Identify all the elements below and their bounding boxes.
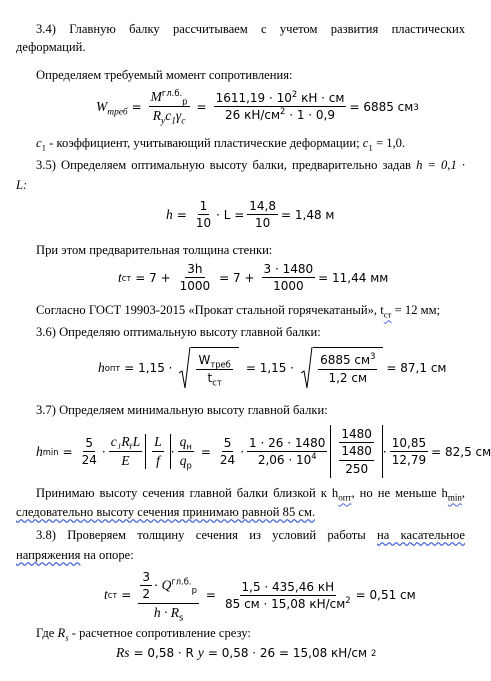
- p34-required-text: Определяем требуемый момент сопротивления:: [36, 68, 293, 82]
- p34-intro-line-2: деформаций.: [16, 40, 86, 54]
- p35-tw-equation: t ст = 7 + $\frac{3h}{1000}$ = 7 + $\frac{3 \cdot 1480}{1000}$ = 11,44 мм: [118, 262, 389, 294]
- p36-equation: h опт = 1,15 · $\frac{W_{треб}}{t_{ст}}$ = 1,15 · $\frac{6885 см^3}{1,2 см}$ = 87,1 см: [98, 347, 446, 389]
- sqrt-symbol: $\frac{W_{треб}}{t_{ст}}$: [179, 347, 238, 389]
- p38-equation: t ст = $\frac{3}{2}$ · $Q^{гл.б.}_р$ $h \cdot R_s$ = $\frac{1,5 \cdot 435,46 кН}{85 см \cdot 15,08 кН/см^2}$ = 0,51 см: [104, 570, 416, 623]
- p37-accept-line: Принимаю высоту сечения главной балки близкой к $h_{опт}$, но не меньше $h_{min}$,: [36, 486, 466, 503]
- p34-c1-note: $c_1$ - коэффициент, учитывающий пластические деформации; $c_1 = 1,0$.: [36, 136, 406, 153]
- p35-h-equation: h = $\frac{1}{10}$ · L = $\frac{14,8}{10}$ = 1,48 м: [166, 199, 335, 231]
- p37-intro: 3.7) Определяем минимальную высоту главной балки:: [36, 403, 328, 417]
- p37-equation: h min = $\frac{5}{24}$ · $\frac{\text{c₁RᵧL}}{E}$ $\frac{L}{f}$ · $\frac{q_н}{q_р}$ = $\frac{5}{24}$ · $\frac{1 \cdot 26 \cdot 1480}{2,06 \cdot 10^4}$ $\frac{1480}{\frac{1480}{250}}$ · $\frac{10,85}{12,79}$ = 82,5 см: [36, 425, 491, 478]
- p34-equation: $W_{треб}$ = $\frac{M^{гл.б.}_р}{R_yc_1\gamma_c}$ = $\frac{1611,19 \cdot 10^2 кН \cdot см}{26 кН/см^2 \cdot 1 \cdot 0,9}$ = 6885 см 3: [96, 88, 419, 127]
- p35-intro-line: 3.5) Определяем оптимальную высоту балки, предварительно задав h = 0,1 ·: [36, 158, 465, 172]
- sqrt-symbol: $\frac{6885 см^3}{1,2 см}$: [301, 347, 383, 389]
- p38-rs-text: Где $R_s$ - расчетное сопротивление срезу:: [36, 626, 251, 643]
- p38-intro-line-2: напряжения на опоре:: [16, 548, 134, 562]
- bracket-l-over-f: $\frac{L}{f}$: [145, 434, 171, 469]
- p37-conclusion: следовательно высоту сечения принимаю равной 85 см.: [16, 505, 316, 519]
- bracket-big: $\frac{1480}{\frac{1480}{250}}$: [330, 425, 383, 478]
- p35-intro-line-2: L:: [16, 178, 28, 192]
- p38-intro-line: 3.8) Проверяем толщину сечения из условий работы на касательное: [36, 528, 465, 542]
- p38-rs-equation: R s = 0,58 · R y = 0,58 · 26 = 15,08 кН/см 2: [116, 644, 377, 660]
- p35-gost-text: Согласно ГОСТ 19903-2015 «Прокат стальной горячекатаный», $t_{ст} = 12$ мм;: [36, 303, 441, 320]
- p34-intro-line: 3.4) Главную балку рассчитываем с учетом развития пластических: [36, 22, 465, 36]
- p36-intro: 3.6) Определяю оптимальную высоту главной балки:: [36, 325, 321, 339]
- p35-tw-text: При этом предварительная толщина стенки:: [36, 243, 273, 257]
